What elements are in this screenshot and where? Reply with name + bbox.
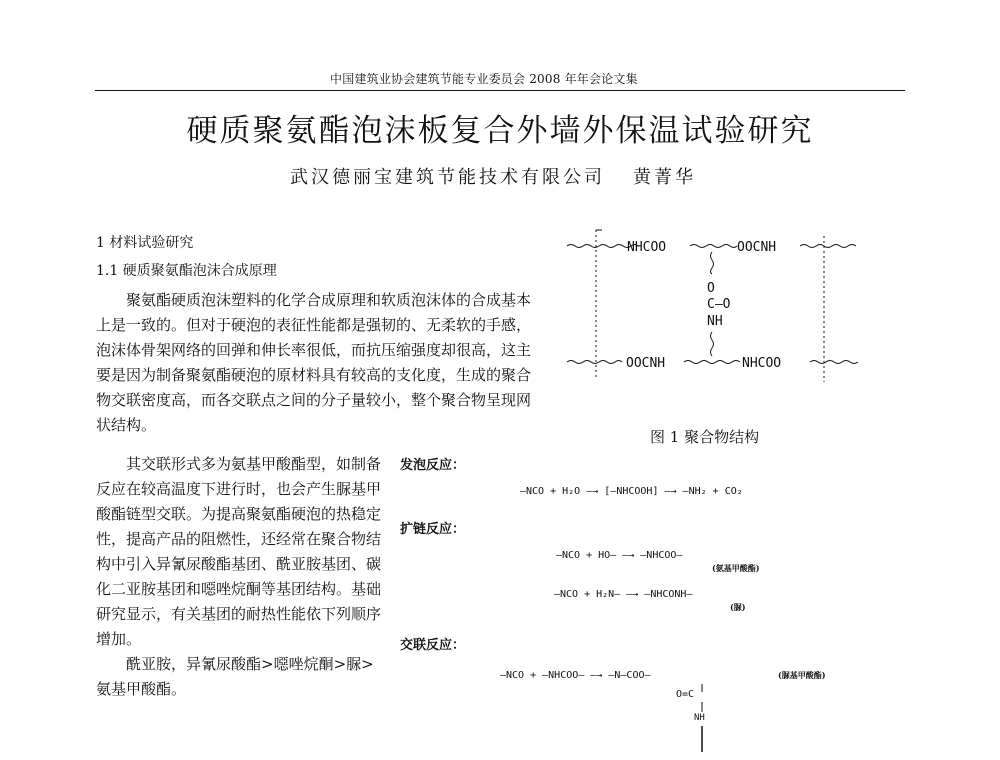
nh-group: NH: [707, 314, 723, 329]
crosslink-label: 交联反应：: [400, 638, 466, 653]
paper-title: 硬质聚氨酯泡沫板复合外墙外保温试验研究: [186, 113, 814, 149]
paragraph-1: 聚氨酯硬质泡沫塑料的化学合成原理和软质泡沫体的合成基本上是一致的。但对于硬泡的表征性能都是强韧的、无柔软的手感，泡沫体骨架网络的回弹和伸长率很低，而抗压缩强度却很高，这主要是因为制备聚氨酯硬泡的原材料具有较高的支化度，生成的聚合物交联密度高，而各交联点之间的分子量较小，整个聚合物呈现网状结构。: [96, 291, 532, 434]
chain-extension-reaction-1: —NCO + HO— —→ —NHCOO—: [556, 550, 683, 561]
running-header: 中国建筑业协会建筑节能专业委员会 2008 年年会论文集: [330, 72, 638, 86]
chain-extension-note-1: (氨基甲酸酯): [712, 563, 760, 573]
section-heading-1-1: 1.1 硬质聚氨酯泡沫合成原理: [96, 263, 277, 279]
carbonyl-group: C—O: [707, 297, 731, 312]
foaming-reaction-label: 发泡反应：: [400, 458, 466, 473]
chain-extension-reaction-2: —NCO + H₂N— —→ —NHCONH—: [554, 589, 693, 600]
chain-extension-note-2: (脲): [730, 602, 746, 612]
paragraph-2: 其交联形式多为氨基甲酸酯型，如制备反应在较高温度下进行时，也会产生脲基甲酸酯链型交联。为提高聚氨酯硬泡的热稳定性，提高产品的阻燃性，还经常在聚合物结构中引入异氰尿酸酯基团、酰亚胺基团、碳化二亚胺基团和噁唑烷酮等基团结构。基础研究显示，有关基团的耐热性能依下列顺序增加。: [96, 455, 382, 648]
crosslink-branch-carbonyl: O=C: [676, 689, 695, 700]
foaming-reaction: —NCO + H₂O —→ [—NHCOOH] —→ —NH₂ + CO₂: [520, 486, 743, 497]
paragraph-3: 酰亚胺，异氰尿酸酯>噁唑烷酮>脲>氨基甲酸酯。: [96, 655, 374, 698]
crosslink-branch-nh: NH: [694, 713, 705, 723]
section-heading-1: 1 材料试验研究: [96, 235, 194, 251]
oxygen-atom: O: [707, 281, 715, 296]
author: 黄菁华: [633, 167, 696, 188]
crosslink-reaction: —NCO + —NHCOO— —→ —N—COO—: [500, 670, 651, 681]
chain-extension-label: 扩链反应：: [400, 522, 466, 537]
crosslink-note: (脲基甲酸酯): [778, 670, 826, 680]
group-bottom-left: OOCNH: [626, 356, 666, 371]
group-top-left: NHCOO: [627, 240, 667, 255]
figure-1-caption: 图 1 聚合物结构: [650, 428, 760, 446]
group-top-right: OOCNH: [737, 240, 777, 255]
affiliation: 武汉德丽宝建筑节能技术有限公司: [290, 167, 605, 188]
group-bottom-right: NHCOO: [742, 356, 782, 371]
